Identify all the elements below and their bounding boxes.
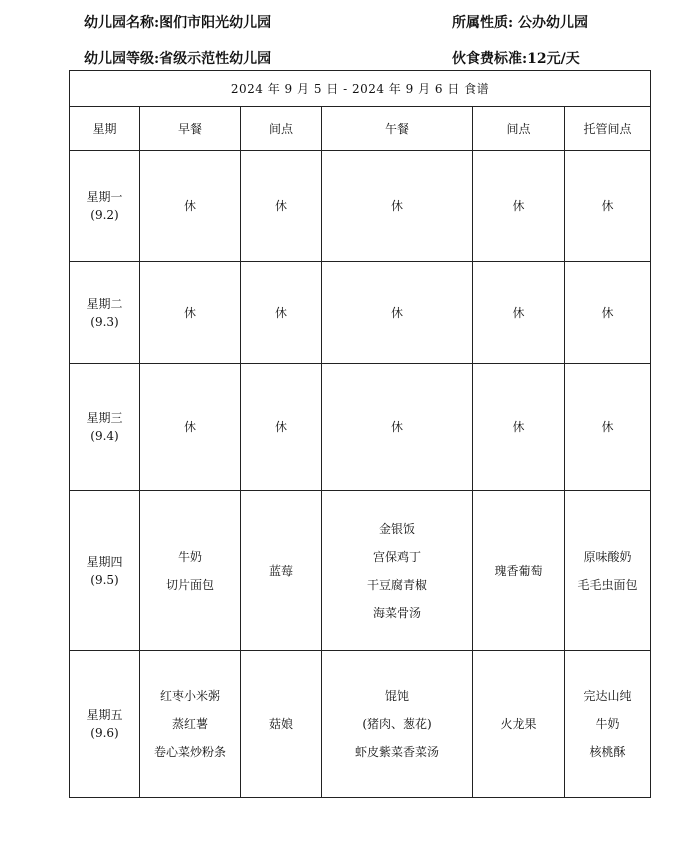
breakfast-cell [140,364,241,491]
menu-item: 金银饭 [378,521,415,536]
menu-item: (猪肉、葱花) [362,717,432,731]
col-header-breakfast: 早餐 [140,107,241,151]
menu-body [70,151,651,798]
menu-item: 休 [183,420,196,434]
col-header-lunch: 午餐 [322,107,473,151]
menu-item: 完达山纯 [583,689,632,703]
breakfast-cell [140,651,241,798]
snack-pm-cell [473,651,565,798]
menu-item: 休 [390,305,403,320]
menu-item: 馄饨 [384,689,409,703]
breakfast-cell [140,151,241,262]
menu-item: 休 [183,305,196,320]
breakfast-cell [140,491,241,651]
menu-item: 休 [601,305,614,320]
weekday-label: 星期三 [86,411,123,425]
lunch-cell [322,364,473,491]
menu-item: 蓝莓 [268,563,293,578]
col-header-weekday: 星期 [70,107,140,151]
breakfast-cell [140,262,241,364]
weekday-date: (9.4) [90,429,119,443]
table-row [70,364,651,491]
weekday-cell [70,364,140,491]
menu-item: 毛毛虫面包 [577,577,638,592]
snack-pm-cell [473,151,565,262]
weekday-label: 星期四 [86,554,123,569]
menu-item: 牛奶 [595,717,620,731]
weekday-cell [70,651,140,798]
care-snack-cell [565,151,651,262]
kindergarten-grade: 幼儿园等级:省级示范性幼儿园 [84,51,272,67]
snack-am-cell [241,364,322,491]
lunch-cell [322,262,473,364]
lunch-cell [322,491,473,651]
snack-am-cell [241,491,322,651]
menu-item: 红枣小米粥 [159,689,220,703]
menu-item: 牛奶 [177,549,202,564]
table-row [70,262,651,364]
menu-item: 海菜骨汤 [372,605,421,620]
weekday-label: 星期一 [86,190,123,204]
lunch-cell [322,651,473,798]
weekday-date: (9.6) [90,726,119,740]
menu-item: 休 [601,199,614,213]
weekday-date: (9.5) [90,572,119,587]
menu-item: 蒸红薯 [171,717,208,731]
snack-pm-cell [473,364,565,491]
table-row [70,651,651,798]
menu-item: 菇娘 [268,717,293,731]
kindergarten-nature: 所属性质: 公办幼儿园 [452,15,589,31]
weekday-date: (9.2) [90,208,119,222]
table-row [70,151,651,262]
menu-item: 休 [274,305,287,320]
menu-item: 休 [512,199,525,213]
weekday-label: 星期二 [86,296,123,311]
weekday-label: 星期五 [86,708,123,722]
col-header-snack-pm: 间点 [473,107,565,151]
col-header-snack-am: 间点 [241,107,322,151]
snack-am-cell [241,651,322,798]
care-snack-cell [565,491,651,651]
menu-item: 休 [390,199,403,213]
weekday-cell [70,262,140,364]
menu-item: 休 [274,199,287,213]
menu-item: 卷心菜炒粉条 [153,745,226,759]
menu-item: 休 [601,420,614,434]
weekday-cell [70,151,140,262]
kindergarten-name: 幼儿园名称:图们市阳光幼儿园 [84,15,272,31]
snack-am-cell [241,262,322,364]
menu-item: 休 [390,420,403,434]
weekday-cell [70,491,140,651]
menu-item: 宫保鸡丁 [372,549,421,564]
snack-pm-cell [473,262,565,364]
meal-fee-standard: 伙食费标准:12元/天 [452,51,580,67]
menu-item: 干豆腐青椒 [366,577,427,592]
menu-item: 核桃酥 [589,745,626,759]
menu-item: 休 [512,420,525,434]
menu-title: 2024 年 9 月 5 日 - 2024 年 9 月 6 日 食谱 [70,71,651,107]
care-snack-cell [565,262,651,364]
menu-item: 切片面包 [165,577,214,592]
menu-item: 休 [512,305,525,320]
snack-am-cell [241,151,322,262]
table-row [70,491,651,651]
menu-item: 休 [274,420,287,434]
menu-item: 休 [183,199,196,213]
menu-item: 瑰香葡萄 [494,563,543,578]
menu-item: 原味酸奶 [583,549,632,564]
weekly-menu-table [69,70,651,798]
col-header-care-snack: 托管间点 [565,107,651,151]
menu-item: 虾皮紫菜香菜汤 [354,745,439,759]
menu-item: 火龙果 [500,717,537,731]
care-snack-cell [565,364,651,491]
care-snack-cell [565,651,651,798]
lunch-cell [322,151,473,262]
weekday-date: (9.3) [90,314,119,329]
snack-pm-cell [473,491,565,651]
